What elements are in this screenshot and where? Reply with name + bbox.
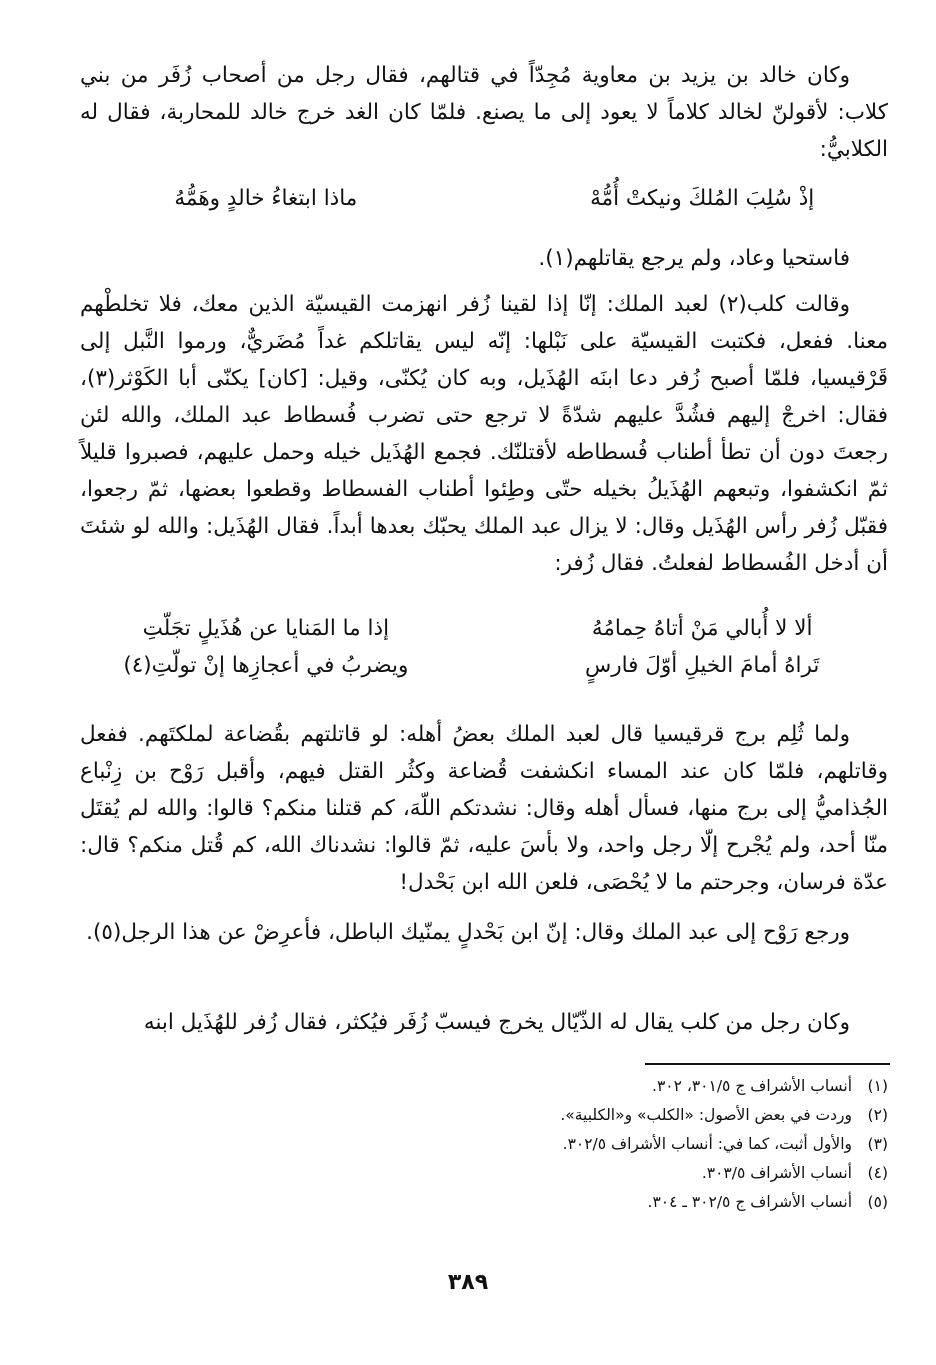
paragraph: وكان خالد بن يزيد بن معاوية مُجِدّاً في قتالهم، فقال رجل من أصحاب زُفَر من بني كلاب: لأقولنّ لخالد كلاماً لا يعود إلى ما يصنع. فلمّا كان الغد خرج خالد للمحاربة، فقال له الكلابيُّ:	[80, 63, 888, 162]
footnotes	[300, 1072, 888, 1217]
paragraph: وقالت كلب(٢) لعبد الملك: إنّا إذا لقينا زُفر انهزمت القيسيّة الذين معك، فلا تخلطْهم معنا. ففعل، فكتبت القيسيّة على نَبْلها: إنّه ليس يقاتلكم غداً مُضَريٌّ، ورموا النَّبل إلى قَرْقيسيا، فلمّا أصبح زُفر دعا ابنَه الهُذَيل، وبه كان يُكنّى، وقيل: [كان] يكنّى أبا الكَوْثر(٣)، فقال: اخرجْ إليهم فشُدَّ عليهم شدّةً لا ترجع حتى تضرب فُسطاط عبد الملك، والله لئن رجعتَ دون أن تطأ أطناب فُسطاطه لأقتلنّك. فجمع الهُذَيل خيله وحمل عليهم، فصبروا قليلاً ثمّ انكشفوا، وتبعهم الهُذَيلُ بخيله حتّى وطِئوا أطناب الفسطاط وقطعوا بعضها، ثمّ رجعوا، فقبّل زُفر رأس الهُذَيل وقال: لا يزال عبد الملك يحبّك بعدها أبداً. فقال الهُذَيل: والله لو شئتَ أن أدخل الفُسطاط لفعلتُ. فقال زُفر:	[80, 292, 888, 576]
footnote-text: أنساب الأشراف ج ٣٠٢/٥ ـ ٣٠٤.	[647, 1193, 852, 1211]
footnote-number: (١)	[867, 1077, 888, 1095]
paragraph: ورجع رَوْح إلى عبد الملك وقال: إنّ ابن بَحْدلٍ يمنّيك الباطل، فأعرِضْ عن هذا الرجل(٥).	[86, 920, 850, 945]
paragraph: وكان رجل من كلب يقال له الذّيّال يخرج فيسبّ زُفَر فيُكثر، فقال زُفر للهُذَيل ابنه	[143, 1010, 850, 1035]
footnote-text: أنساب الأشراف ٣٠٣/٥.	[701, 1164, 852, 1182]
verse-hemistich: ويضربُ في أعجازِها إنْ تولّتِ(٤)	[123, 653, 409, 678]
paragraph: فاستحيا وعاد، ولم يرجع يقاتلهم(١).	[538, 246, 850, 271]
verse-block-2	[80, 610, 888, 684]
footnote	[300, 1130, 888, 1159]
footnote-text: وردت في بعض الأصول: «الكلب» و«الكلبية».	[560, 1106, 852, 1124]
footnote-number: (٢)	[867, 1106, 888, 1124]
footnote	[300, 1188, 888, 1217]
footnote-text: أنساب الأشراف ج ٣٠١/٥، ٣٠٢.	[652, 1077, 852, 1095]
footnote-number: (٣)	[867, 1135, 888, 1153]
footnote-divider	[645, 1063, 890, 1065]
page-number: ٣٨٩	[447, 1270, 489, 1295]
paragraph-6-block	[80, 1004, 888, 1041]
paragraph: ولما ثُلِم برج قرقيسيا قال لعبد الملك بعضُ أهله: لو قاتلتهم بقُضاعة لملكتَهم. ففعل وقاتلهم، فلمّا كان عند المساء انكشفت قُضاعة وكثُر القتل فيهم، وأقبل رَوْح بن زِنْباع الجُذاميُّ إلى برج منها، فسأل أهله وقال: نشدتكم اللّهَ، كم قتلنا منكم؟ قالوا: والله لم يُقتَل منّا أحد، ولم يُجْرح إلّا رجل واحد، ولا بأسَ عليه، ثمّ قالوا: نشدناك الله، كم قُتل منكم؟ قال: عدّة فرسان، وجرحتم ما لا يُحْصَى، فلعن الله ابن بَحْدل!	[80, 722, 888, 895]
verse-line	[80, 180, 888, 217]
verse-block-1	[80, 180, 888, 217]
verse-hemistich: ألا لا أُبالي مَنْ أتاهُ حِمامُهُ	[591, 616, 813, 641]
paragraph-2-block	[80, 240, 888, 277]
verse-hemistich: تَراهُ أمامَ الخيلِ أوّلَ فارسٍ	[584, 653, 820, 678]
footnote-number: (٥)	[867, 1193, 888, 1211]
verse-hemistich: ماذا ابتغاءُ خالدٍ وهَمُّهُ	[174, 186, 358, 211]
verse-line	[80, 647, 888, 684]
footnote-number: (٤)	[867, 1164, 888, 1182]
verse-hemistich: إذا ما المَنايا عن هُذَيلٍ تجَلّتِ	[142, 616, 390, 641]
paragraph-4-block	[80, 716, 888, 901]
paragraph-5-block	[80, 914, 888, 951]
paragraph-1-block	[80, 57, 888, 168]
footnote	[300, 1159, 888, 1188]
verse-hemistich: إذْ سُلِبَ المُلكَ ونيكتْ أُمُّهْ	[590, 186, 815, 211]
footnote	[300, 1101, 888, 1130]
paragraph-3-block	[80, 286, 888, 582]
footnote-text: والأول أثبت، كما في: أنساب الأشراف ٣٠٢/٥.	[562, 1135, 852, 1153]
verse-line	[80, 610, 888, 647]
footnote	[300, 1072, 888, 1101]
